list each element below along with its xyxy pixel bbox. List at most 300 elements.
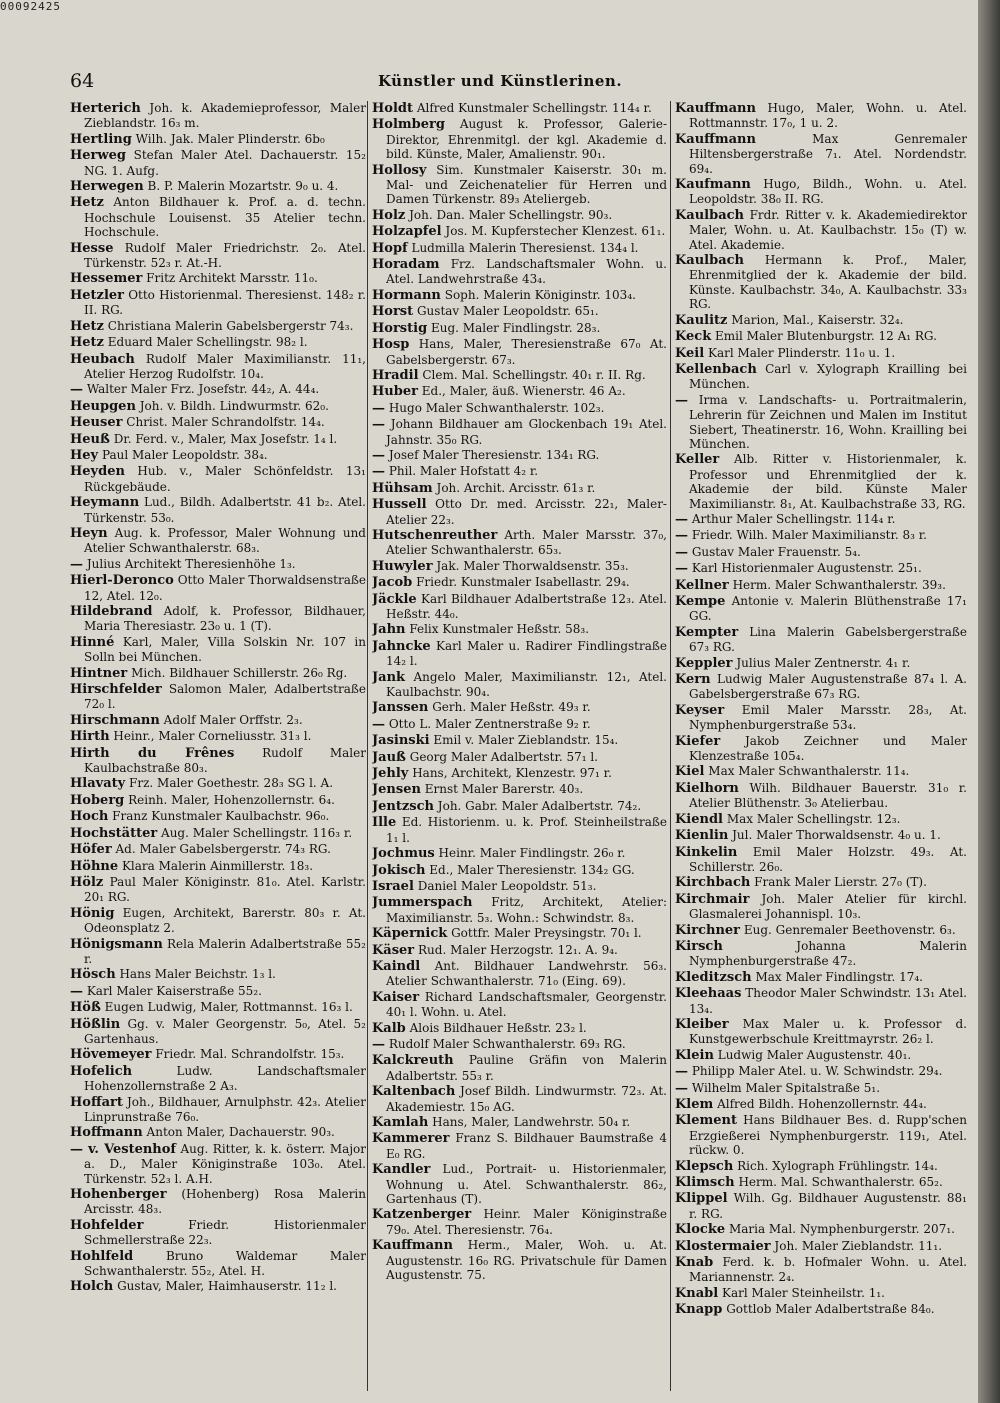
entry-name: Hohlfeld <box>70 1248 134 1264</box>
directory-entry <box>372 1207 667 1237</box>
directory-entry <box>675 1222 967 1237</box>
directory-entry <box>372 717 667 732</box>
entry-details: Jakob Zeichner und Maler Klenzestraße 105₄. <box>689 733 967 764</box>
entry-name: Kleditzsch <box>675 969 752 985</box>
entry-name: — <box>70 556 83 572</box>
directory-entry <box>675 1175 967 1190</box>
entry-details: Hugo, Maler, Wohn. u. Atel. Rottmannstr. 17₀, 1 u. 2. <box>689 101 967 131</box>
entry-details: (Hohenberg) Rosa Malerin Arcisstr. 48₃. <box>84 1187 366 1217</box>
directory-entry <box>675 594 967 624</box>
entry-name: Kaindl <box>372 958 421 974</box>
entry-details: Daniel Maler Leopoldstr. 51₃. <box>417 878 597 893</box>
directory-entry <box>372 321 667 336</box>
entry-name: — <box>675 528 688 544</box>
entry-name: Heuser <box>70 415 123 431</box>
directory-entry <box>675 1239 967 1254</box>
entry-name: Jokisch <box>372 862 426 878</box>
entry-name: Hoch <box>70 809 109 825</box>
entry-name: Holch <box>70 1279 114 1295</box>
entry-details: Emil Maler Holzstr. 49₃. At. Schillerstr. 26₀. <box>689 844 967 874</box>
entry-name: Hösch <box>70 967 116 983</box>
entry-name: Jahncke <box>372 638 431 654</box>
entry-details: Heinr. Maler Findlingstr. 26₀ r. <box>438 846 626 861</box>
directory-entry <box>675 132 967 176</box>
entry-details: Eug. Genremaler Beethovenstr. 6₃. <box>743 922 956 937</box>
directory-entry <box>675 578 967 593</box>
entry-details: B. P. Malerin Mozartstr. 9₀ u. 4. <box>147 179 339 194</box>
directory-entry <box>372 750 667 765</box>
entry-name: Hohenberger <box>70 1187 167 1203</box>
entry-details: Alois Bildhauer Heßstr. 23₂ l. <box>409 1020 587 1035</box>
entry-details: Anton Maler, Dachauerstr. 90₃. <box>146 1125 335 1140</box>
entry-details: Jos. M. Kupferstecher Klenzest. 61₁. <box>445 224 666 239</box>
entry-details: Ad. Maler Gabelsbergerstr. 74₃ RG. <box>115 842 331 857</box>
entry-name: Hertling <box>70 131 132 147</box>
entry-name: Hirth <box>70 729 110 745</box>
entry-name: Hollosy <box>372 162 427 178</box>
directory-entry <box>372 1131 667 1161</box>
directory-entry <box>372 766 667 781</box>
entry-details: Otto Maler Thorwaldsenstraße 12, Atel. 12₀. <box>84 573 366 603</box>
entry-name: Kielhorn <box>675 780 739 796</box>
entry-name: Keppler <box>675 655 733 671</box>
entry-details: Joh. v. Bildh. Lindwurmstr. 62₀. <box>139 398 329 413</box>
entry-details: Max Maler Schwanthalerstr. 11₄. <box>708 764 910 779</box>
entry-name: Kiefer <box>675 733 721 749</box>
directory-entry <box>372 592 667 622</box>
entry-name: Jochmus <box>372 846 435 862</box>
entry-name: Kaufmann <box>675 177 751 193</box>
entry-name: — <box>372 1036 385 1052</box>
directory-entry <box>372 208 667 223</box>
entry-name: Hussell <box>372 497 427 513</box>
directory-entry <box>70 132 366 147</box>
directory-entry <box>70 1064 366 1094</box>
entry-details: Sim. Kunstmaler Kaiserstr. 30₁ m. Mal- und Zeichenatelier für Herren und Damen Türkenstr. 89₃ Ateliergeb. <box>386 162 667 207</box>
entry-name: Kirchner <box>675 922 741 938</box>
entry-name: — <box>372 447 385 463</box>
column-divider <box>367 101 368 1391</box>
entry-details: Josef Maler Theresienstr. 134₁ RG. <box>388 447 600 462</box>
directory-entry <box>372 368 667 383</box>
directory-entry <box>70 875 366 905</box>
entry-details: Emil Maler Marsstr. 28₃, At. Nymphenburgerstraße 53₄. <box>689 702 967 733</box>
entry-name: Herwegen <box>70 179 144 195</box>
entry-details: Lud., Bildh. Adalbertstr. 41 b₂. Atel. Türkenstr. 53₀. <box>84 495 366 525</box>
entry-name: — <box>372 417 385 433</box>
directory-entry <box>675 986 967 1016</box>
directory-entry <box>70 746 366 776</box>
entry-name: Kirsch <box>675 938 723 954</box>
directory-entry <box>372 990 667 1020</box>
entry-details: Frz. Landschaftsmaler Wohn. u. Atel. Landwehrstraße 43₄. <box>386 257 667 287</box>
entry-details: Franz Kunstmaler Kaulbachstr. 96₀. <box>112 809 330 824</box>
entry-name: Hönigsmann <box>70 936 163 952</box>
directory-entry <box>70 967 366 982</box>
entry-name: Kleehaas <box>675 986 742 1002</box>
entry-details: Arth. Maler Marsstr. 37₀, Atelier Schwanthalerstr. 65₃. <box>386 527 667 558</box>
entry-name: Katzenberger <box>372 1207 472 1223</box>
directory-entry <box>675 393 967 452</box>
directory-entry <box>675 781 967 811</box>
entry-details: Otto Dr. med. Arcisstr. 22₁, Maler-Atelier 22₃. <box>386 497 667 527</box>
entry-details: Alfred Kunstmaler Schellingstr. 114₄ r. <box>416 101 652 115</box>
directory-entry <box>70 573 366 603</box>
page-number: 64 <box>70 70 95 92</box>
entry-details: Karl Maler Plinderstr. 11₀ u. 1. <box>708 345 896 360</box>
entry-name: Hutschenreuther <box>372 527 498 543</box>
entry-details: Ed., Maler, äuß. Wienerstr. 46 A₂. <box>421 384 626 399</box>
entry-details: Hans Bildhauer Bes. d. Rupp'schen Erzgießerei Nymphenburgerstr. 119₁, Atel. rückw. 0. <box>689 1113 967 1158</box>
entry-details: Frank Maler Lierstr. 27₀ (T). <box>754 875 927 890</box>
entry-name: Kammerer <box>372 1131 450 1147</box>
directory-entry <box>70 148 366 178</box>
entry-details: Johann Bildhauer am Glockenbach 19₁ Atel. Jahnstr. 35₀ RG. <box>386 417 667 447</box>
entry-details: Ant. Bildhauer Landwehrstr. 56₃. Atelier Schwanthalerstr. 71₀ (Eing. 69). <box>386 958 667 989</box>
entry-name: Keyser <box>675 702 725 718</box>
directory-entry <box>372 304 667 319</box>
entry-details: Ludwig Maler Augustenstr. 40₁. <box>717 1047 912 1062</box>
entry-details: Friedr. Mal. Schrandolfstr. 15₃. <box>155 1047 345 1062</box>
entry-details: Eugen Ludwig, Maler, Rottmannst. 16₃ l. <box>104 1000 353 1015</box>
directory-entry <box>70 195 366 239</box>
entry-details: Alfred Bildh. Hohenzollernstr. 44₄. <box>717 1097 927 1111</box>
entry-name: Kiel <box>675 764 705 780</box>
directory-entry <box>372 337 667 367</box>
directory-entry <box>675 346 967 361</box>
directory-entry <box>675 1255 967 1285</box>
directory-entry <box>70 776 366 791</box>
entry-name: Hessemer <box>70 271 143 287</box>
directory-entry <box>372 846 667 861</box>
directory-entry <box>675 734 967 764</box>
entry-name: — <box>675 1080 688 1096</box>
entry-name: Hetz <box>70 195 104 211</box>
entry-name: Klostermaier <box>675 1238 771 1254</box>
entry-details: Fritz Architekt Marsstr. 11₀. <box>146 271 318 286</box>
directory-entry <box>372 464 667 479</box>
entry-name: Kirchbach <box>675 875 751 891</box>
directory-entry <box>70 1047 366 1062</box>
entry-name: Kandler <box>372 1162 431 1178</box>
directory-entry <box>675 101 967 131</box>
entry-name: Hierl-Deronco <box>70 573 174 589</box>
directory-entry <box>70 937 366 967</box>
entry-details: Rudolf Maler Maximilianstr. 11₁, Atelier Herzog Rudolfstr. 10₄. <box>84 351 366 381</box>
directory-entry <box>70 1000 366 1015</box>
directory-entry <box>675 812 967 827</box>
directory-entry <box>70 271 366 286</box>
entry-details: Aug. k. Professor, Maler Wohnung und Atelier Schwanthalerstr. 68₃. <box>84 525 366 556</box>
entry-details: Herm. Maler Schwanthalerstr. 39₃. <box>732 577 946 592</box>
entry-name: Kaulbach <box>675 207 744 223</box>
entry-name: Klem <box>675 1097 714 1112</box>
directory-entry <box>675 1286 967 1301</box>
directory-entry <box>70 179 366 194</box>
entry-name: Hölz <box>70 874 104 890</box>
entry-details: Joh. k. Akademieprofessor, Maler Zieblandstr. 16₃ m. <box>84 101 366 131</box>
directory-entry <box>372 1021 667 1036</box>
entry-details: Ludwig Maler Augustenstraße 87₄ l. A. Gabelsbergerstraße 67₃ RG. <box>689 672 967 702</box>
entry-name: Jahn <box>372 622 406 638</box>
directory-entry <box>675 625 967 655</box>
entry-details: Arthur Maler Schellingstr. 114₄ r. <box>691 511 896 526</box>
entry-name: Hirth du Frênes <box>70 745 235 761</box>
entry-details: Friedr. Kunstmaler Isabellastr. 29₄. <box>416 575 630 590</box>
entry-details: Gottfr. Maler Preysingstr. 70₁ l. <box>451 926 642 941</box>
entry-name: Kiendl <box>675 811 723 827</box>
entry-details: Frdr. Ritter v. k. Akademiedirektor Maler, Wohn. u. At. Kaulbachstr. 15₀ (T) w. Atel. Akademie. <box>689 207 967 252</box>
directory-entry <box>675 528 967 543</box>
entry-name: Heymann <box>70 495 140 511</box>
entry-name: Höß <box>70 1000 101 1016</box>
entry-name: Jasinski <box>372 733 430 749</box>
directory-entry <box>372 926 667 941</box>
entry-details: Reinh. Maler, Hohenzollernstr. 6₄. <box>128 792 335 807</box>
entry-name: Hirschmann <box>70 712 160 728</box>
column-1 <box>70 101 366 1391</box>
entry-details: Philipp Maler Atel. u. W. Schwindstr. 29₄. <box>691 1064 943 1079</box>
directory-entry <box>70 793 366 808</box>
entry-details: Angelo Maler, Maximilianstr. 12₁, Atel. Kaulbachstr. 90₄. <box>386 669 667 700</box>
entry-name: Kienlin <box>675 828 729 844</box>
directory-entry <box>70 415 366 430</box>
directory-entry <box>372 101 667 116</box>
entry-name: Kleiber <box>675 1016 729 1032</box>
directory-entry <box>372 943 667 958</box>
entry-details: Ed., Maler Theresienstr. 134₂ GG. <box>429 862 635 877</box>
entry-details: Jak. Maler Thorwaldsenstr. 35₃. <box>436 558 629 573</box>
entry-name: Jacob <box>372 575 413 591</box>
entry-details: Karl Historienmaler Augustenstr. 25₁. <box>691 561 922 576</box>
directory-entry <box>675 1159 967 1174</box>
column-2 <box>372 101 667 1391</box>
directory-entry <box>675 875 967 890</box>
entry-name: Kalckreuth <box>372 1053 454 1069</box>
entry-details: Otto L. Maler Zentnerstraße 9₂ r. <box>388 716 591 731</box>
entry-details: Stefan Maler Atel. Dachauerstr. 15₂ NG. 1. Aufg. <box>84 148 366 178</box>
entry-name: Kirchmair <box>675 891 750 907</box>
entry-details: Lud., Portrait- u. Historienmaler, Wohnung u. Atel. Schwanthalerstr. 86₂, Gartenhaus (T). <box>386 1162 667 1207</box>
entry-details: Max Genremaler Hiltensbergerstraße 7₁. Atel. Nordendstr. 69₄. <box>689 131 967 176</box>
directory-entry <box>372 1115 667 1130</box>
directory-entry <box>70 1187 366 1217</box>
entry-name: — v. Vestenhof <box>70 1141 177 1157</box>
directory-entry <box>372 799 667 814</box>
entry-details: Rela Malerin Adalbertstraße 55₂ r. <box>84 936 366 966</box>
entry-name: — <box>372 400 385 416</box>
directory-entry <box>70 335 366 350</box>
entry-name: Hühsam <box>372 480 433 496</box>
directory-entry <box>372 959 667 989</box>
directory-entry <box>675 1017 967 1047</box>
entry-details: Herm., Maler, Woh. u. At. Augustenstr. 16₀ RG. Privatschule für Damen Augustenstr. 75. <box>386 1238 667 1283</box>
directory-entry <box>70 635 366 665</box>
entry-details: Karl Maler u. Radirer Findlingstraße 14₂ l. <box>386 638 667 669</box>
directory-entry <box>70 288 366 318</box>
entry-name: Knab <box>675 1255 714 1271</box>
directory-entry <box>70 1017 366 1047</box>
entry-details: Max Maler u. k. Professor d. Kunstgewerbschule Kreittmayrstr. 26₂ l. <box>689 1016 967 1047</box>
entry-name: Kellner <box>675 577 729 593</box>
directory-entry <box>70 682 366 712</box>
directory-entry <box>70 1218 366 1248</box>
entry-details: Richard Landschaftsmaler, Georgenstr. 40₁ l. Wohn. u. Atel. <box>386 989 667 1020</box>
directory-entry <box>675 313 967 328</box>
directory-entry <box>372 163 667 207</box>
entry-details: Rudolf Maler Kaulbachstraße 80₃. <box>84 745 366 776</box>
entry-name: Hönig <box>70 905 115 921</box>
directory-entry <box>70 399 366 414</box>
entry-name: Kellenbach <box>675 361 757 377</box>
entry-name: Hoberg <box>70 792 125 808</box>
directory-entry <box>675 329 967 344</box>
entry-name: Käser <box>372 942 415 958</box>
directory-entry <box>70 495 366 525</box>
entry-details: Soph. Malerin Königinstr. 103₄. <box>444 287 636 302</box>
entry-name: Holzapfel <box>372 224 442 240</box>
entry-details: Walter Maler Frz. Josefstr. 44₂, A. 44₄. <box>86 382 320 397</box>
directory-entry <box>372 117 667 161</box>
directory-entry <box>675 892 967 922</box>
entry-details: Gustav, Maler, Haimhauserstr. 11₂ l. <box>117 1279 337 1294</box>
directory-entry <box>70 382 366 397</box>
directory-entry <box>372 241 667 256</box>
entry-details: Hub. v., Maler Schönfeldstr. 13₁ Rückgebäude. <box>84 464 366 494</box>
entry-details: Franz S. Bildhauer Baumstraße 4 E₀ RG. <box>386 1131 667 1161</box>
entry-name: Horadam <box>372 257 440 273</box>
entry-name: Hesse <box>70 240 114 256</box>
entry-name: — <box>675 511 688 527</box>
entry-name: Hintner <box>70 665 128 681</box>
directory-entry <box>70 666 366 681</box>
directory-entry <box>70 1095 366 1125</box>
entry-name: Knapp <box>675 1302 723 1318</box>
entry-details: Friedr. Historienmaler Schmellerstraße 22₃. <box>84 1217 366 1248</box>
directory-entry <box>675 845 967 875</box>
entry-name: Heyden <box>70 464 125 480</box>
directory-entry <box>70 604 366 634</box>
directory-entry <box>675 939 967 969</box>
entry-name: Kempter <box>675 624 739 640</box>
entry-name: Hormann <box>372 287 441 303</box>
entry-details: Josef Bildh. Lindwurmstr. 72₃. At. Akademiestr. 15₀ AG. <box>386 1084 667 1114</box>
entry-details: Rud. Maler Herzogstr. 12₁. A. 9₄. <box>418 942 618 957</box>
entry-details: Dr. Ferd. v., Maler, Max Josefstr. 1₄ l. <box>113 431 338 446</box>
entry-details: Paul Maler Leopoldstr. 38₄. <box>101 447 268 462</box>
directory-entry <box>70 729 366 744</box>
entry-name: Klement <box>675 1113 737 1129</box>
directory-entry <box>675 1191 967 1221</box>
directory-entry <box>70 906 366 936</box>
entry-details: Clem. Mal. Schellingstr. 40₁ r. II. Rg. <box>422 367 646 382</box>
directory-entry <box>372 1162 667 1206</box>
entry-details: Hans Maler Beichstr. 1₃ l. <box>119 967 276 982</box>
directory-entry <box>70 1249 366 1279</box>
entry-name: Hoffart <box>70 1094 123 1110</box>
directory-entry <box>70 526 366 556</box>
entry-details: Felix Kunstmaler Heßstr. 58₃. <box>409 622 590 637</box>
entry-details: Wilh. Jak. Maler Plinderstr. 6b₀ <box>135 131 325 146</box>
directory-entry <box>70 859 366 874</box>
entry-name: — <box>675 392 688 408</box>
entry-name: — <box>675 561 688 577</box>
entry-details: Gg. v. Maler Georgenstr. 5₀, Atel. 5₂ Gartenhaus. <box>84 1016 366 1046</box>
entry-details: Carl v. Xylograph Krailling bei München. <box>689 361 967 392</box>
entry-name: Kinkelin <box>675 844 738 860</box>
directory-entry <box>372 700 667 715</box>
entry-details: Salomon Maler, Adalbertstraße 72₀ l. <box>84 682 366 712</box>
directory-entry <box>675 656 967 671</box>
entry-details: Fritz, Architekt, Atelier: Maximilianstr. 5₃. Wohn.: Schwindstr. 8₃. <box>386 895 667 925</box>
directory-entry <box>675 828 967 843</box>
entry-name: Kauffmann <box>675 131 756 147</box>
entry-details: Irma v. Landschafts- u. Portraitmalerin, Lehrerin für Zeichnen und Malen im Institut Siebert, Theatinerstr. 16, Wohn. Krailling bei München. <box>689 392 967 451</box>
directory-entry <box>675 253 967 312</box>
entry-name: Jentzsch <box>372 798 434 814</box>
entry-details: Adolf Maler Orffstr. 2₃. <box>163 712 303 727</box>
entry-name: Kaulbach <box>675 253 744 269</box>
entry-name: Höhne <box>70 858 119 874</box>
entry-name: Hopf <box>372 240 408 256</box>
directory-entry <box>675 452 967 511</box>
directory-entry <box>70 241 366 271</box>
entry-name: — <box>372 464 385 480</box>
entry-name: Horst <box>372 304 414 320</box>
entry-name: Knabl <box>675 1285 719 1301</box>
entry-name: Hetz <box>70 318 104 334</box>
directory-entry <box>70 352 366 382</box>
entry-name: Jummerspach <box>372 895 473 911</box>
entry-name: Hradil <box>372 367 419 383</box>
directory-entry <box>675 177 967 207</box>
directory-entry <box>675 208 967 252</box>
entry-name: Ille <box>372 815 397 831</box>
directory-entry <box>675 561 967 576</box>
directory-entry <box>70 984 366 999</box>
entry-details: Otto Historienmal. Theresienst. 148₂ r. II. RG. <box>84 287 366 318</box>
entry-name: Hosp <box>372 337 410 353</box>
directory-entry <box>675 970 967 985</box>
entry-details: Hans, Maler, Landwehrstr. 50₄ r. <box>432 1115 631 1129</box>
entry-details: Wilhelm Maler Spitalstraße 5₁. <box>691 1080 881 1095</box>
entry-details: Karl Bildhauer Adalbertstraße 12₃. Atel. Heßstr. 44₀. <box>386 591 667 621</box>
entry-name: Hetzler <box>70 287 124 303</box>
entry-details: Karl Maler Kaiserstraße 55₂. <box>86 983 262 998</box>
entry-name: — <box>372 716 385 732</box>
scan-stamp: 00092425 <box>0 0 61 13</box>
entry-name: Hohfelder <box>70 1217 144 1233</box>
entry-details: Julius Maler Zentnerstr. 4₁ r. <box>736 655 911 670</box>
entry-details: Wilh. Gg. Bildhauer Augustenstr. 88₁ r. RG. <box>689 1191 967 1221</box>
directory-entry <box>372 1238 667 1282</box>
entry-name: Hetz <box>70 335 104 351</box>
directory-entry <box>70 809 366 824</box>
entry-details: Heinr., Maler Corneliusstr. 31₃ l. <box>113 729 312 744</box>
entry-name: — <box>675 544 688 560</box>
entry-name: Hirschfelder <box>70 682 162 698</box>
entry-name: Keller <box>675 452 720 468</box>
entry-name: Hofelich <box>70 1063 133 1079</box>
entry-name: Höfer <box>70 842 112 858</box>
entry-details: Georg Maler Adalbertstr. 57₁ l. <box>409 749 599 764</box>
directory-entry <box>70 1125 366 1140</box>
directory-entry <box>675 1064 967 1079</box>
entry-name: Klippel <box>675 1191 728 1207</box>
entry-details: Herm. Mal. Schwanthalerstr. 65₂. <box>738 1175 943 1190</box>
entry-name: Käpernick <box>372 926 448 942</box>
entry-details: Karl Maler Steinheilstr. 1₁. <box>722 1285 885 1300</box>
